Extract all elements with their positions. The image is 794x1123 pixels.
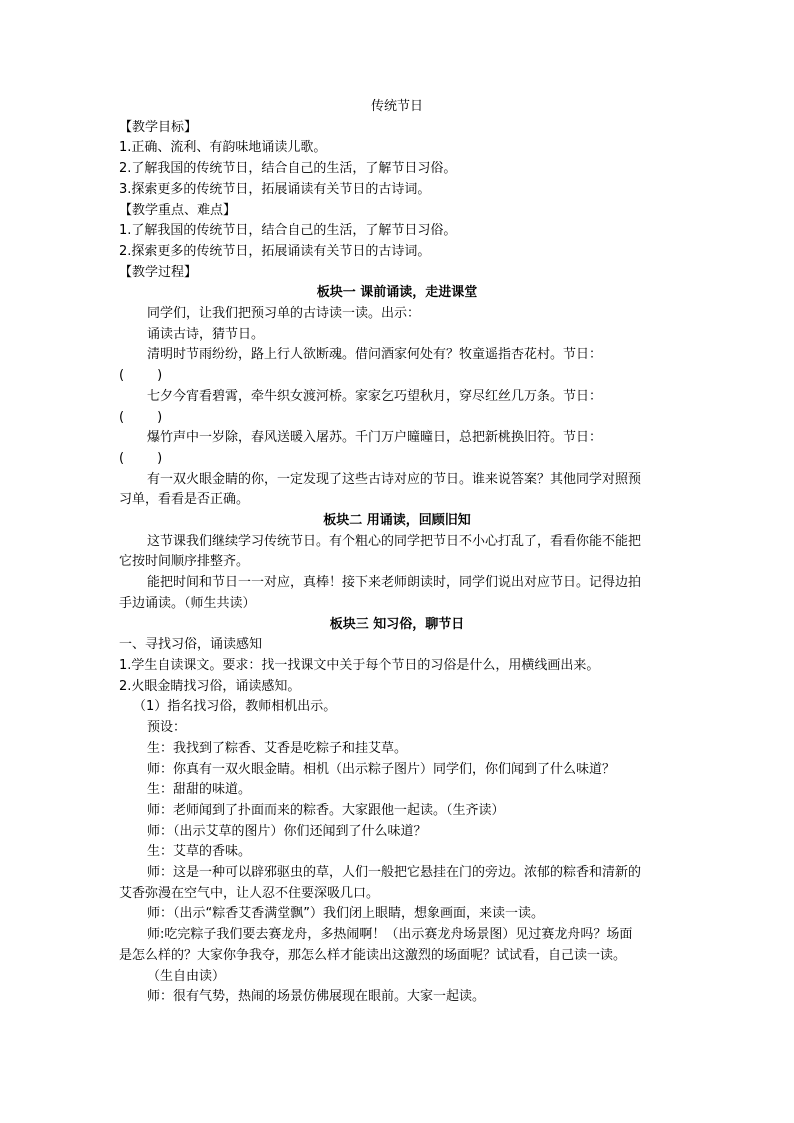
list-subitem: （1）指名找习俗，教师相机出示。 [133,699,337,715]
section-heading: 板块三 知习俗，聊节日 [329,616,465,632]
list-item: 1.学生自读课文。要求：找一找课文中关于每个节日的习俗是什么，用横线画出来。 [119,657,600,673]
poem-line: 七夕今宵看碧霄，牵牛织女渡河桥。家家乞巧望秋月，穿尽红丝几万条。节日： [147,388,603,404]
section-heading: 板块二 用诵读，回顾旧知 [323,513,471,529]
dialog-line: 师：很有气势，热闹的场景仿佛展现在眼前。大家一起读。 [147,989,486,1005]
dialog-line: 师：这是一种可以辟邪驱虫的草，人们一般把它悬挂在门的旁边。浓郁的粽香和清新的 [147,865,642,881]
key-points-header: 【教学重点、难点】 [119,202,237,218]
dialog-line: （生自由读） [147,968,226,984]
document-body [119,97,675,1008]
answer-blank: ( ) [119,368,163,384]
dialog-line: 生：艾草的香味。 [147,844,252,860]
answer-blank: ( ) [119,450,163,466]
paragraph: 能把时间和节日一一对应，真棒！接下来老师朗读时，同学们说出对应节日。记得边拍 [147,575,642,591]
dialog-line: 师：（出示“粽香艾香满堂飘”）我们闭上眼睛，想象画面，来读一读。 [147,906,544,922]
poem-line: 爆竹声中一岁除，春风送暖入屠苏。千门万户曈曈日，总把新桃换旧符。节日： [147,430,603,446]
dialog-line: 生：甜甜的味道。 [147,782,252,798]
paragraph: 预设： [147,720,187,736]
paragraph: 它按时间顺序排整齐。 [119,554,250,570]
dialog-line: 生：我找到了粽香、艾香是吃粽子和挂艾草。 [147,740,408,756]
goals-header: 【教学目标】 [119,119,198,135]
dialog-line: 师:吃完粽子我们要去赛龙舟，多热闹啊！（出示赛龙舟场景图）见过赛龙舟吗？场面 [147,927,633,943]
key-point-item: 2.探索更多的传统节日，拓展诵读有关节日的古诗词。 [119,243,431,259]
answer-blank: ( ) [119,409,163,425]
goal-item: 2.了解我国的传统节日，结合自己的生活，了解节日习俗。 [119,161,457,177]
dialog-line: 师：（出示艾草的图片）你们还闻到了什么味道？ [147,823,427,839]
goal-item: 1.正确、流利、有韵味地诵读儿歌。 [119,140,327,156]
dialog-line: 师：老师闻到了扑面而来的粽香。大家跟他一起读。（生齐读） [147,802,505,818]
paragraph: 诵读古诗，猜节日。 [147,326,265,342]
subsection-heading: 一、寻找习俗，诵读感知 [119,637,263,653]
list-item: 2.火眼金睛找习俗，诵读感知。 [119,678,301,694]
paragraph: 习单，看看是否正确。 [119,492,250,508]
goal-item: 3.探索更多的传统节日，拓展诵读有关节日的古诗词。 [119,181,431,197]
process-header: 【教学过程】 [119,264,198,280]
poem-line: 清明时节雨纷纷，路上行人欲断魂。借问酒家何处有？牧童遥指杏花村。节日： [147,347,603,363]
paragraph: 同学们，让我们把预习单的古诗读一读。出示： [147,306,421,322]
key-point-item: 1.了解我国的传统节日，结合自己的生活，了解节日习俗。 [119,223,457,239]
section-heading: 板块一 课前诵读，走进课堂 [316,285,478,301]
dialog-line: 艾香弥漫在空气中，让人忍不住要深吸几口。 [119,885,380,901]
paragraph: 这节课我们继续学习传统节日。有个粗心的同学把节日不小心打乱了，看看你能不能把 [147,533,642,549]
dialog-line: 师：你真有一双火眼金睛。相机（出示粽子图片）同学们，你们闻到了什么味道？ [147,761,616,777]
page-title: 传统节日 [370,99,423,114]
paragraph: 手边诵读。（师生共读） [119,595,256,611]
dialog-line: 是怎么样的？大家你争我夺，那怎么样才能读出这激烈的场面呢？试试看，自己读一读。 [119,947,627,963]
paragraph: 有一双火眼金睛的你，一定发现了这些古诗对应的节日。谁来说答案？其他同学对照预 [147,471,642,487]
